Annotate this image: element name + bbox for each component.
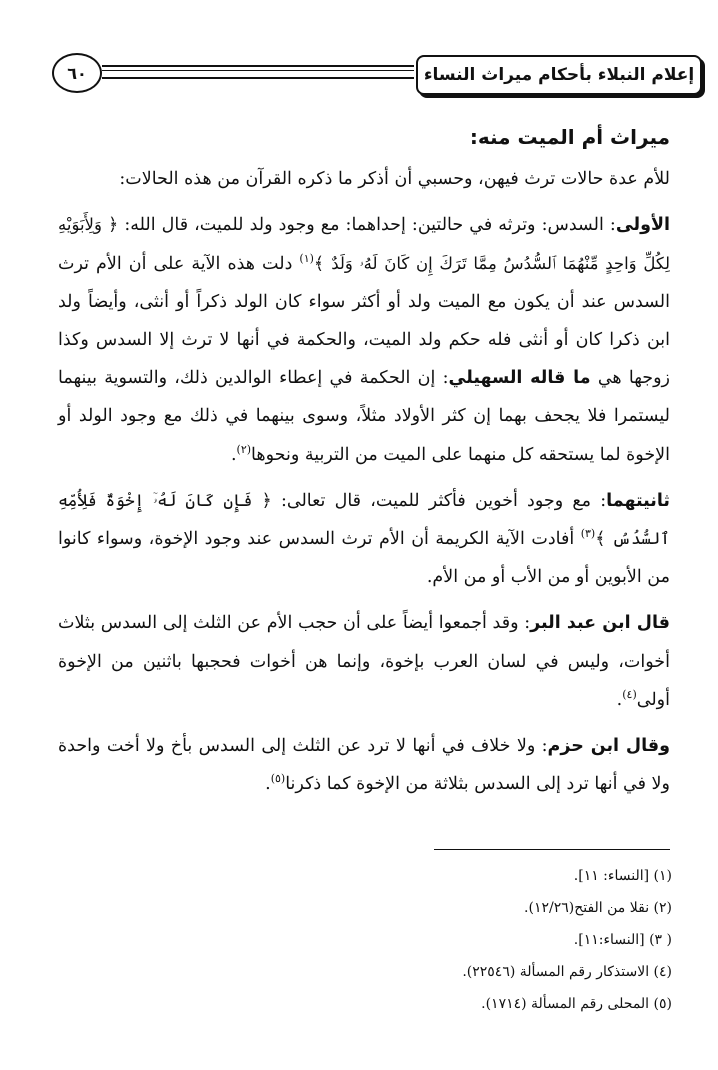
main-text [58, 118, 670, 803]
quote-close: ﴾ [313, 253, 332, 274]
intro-paragraph: للأم عدة حالات ترث فيهن، وحسبي أن أذكر ما ذكره القرآن من هذه الحالات: [119, 169, 670, 190]
spacer [58, 719, 670, 727]
spacer [58, 474, 670, 482]
header-rule-middle [102, 70, 414, 71]
quote-close: ﴾ [595, 529, 612, 550]
second-case-explanation: أفادت الآية الكريمة أن الأم ترث السدس عند وجود الإخوة، وسواء كانوا من الأبوين أو من الأب أو من الأم. [58, 529, 670, 588]
spacer [58, 198, 670, 206]
sentence-end: . [230, 444, 237, 465]
first-case-label: الأولى [615, 215, 670, 236]
ibn-abd-al-barr-text: : وقد أجمعوا أيضاً على أن حجب الأم عن الثلث إلى السدس بثلاث أخوات، وليس في لسان العرب بإخوة، وإنما هن أخوات فحجبها باثنين من الإخوة أولى [58, 613, 670, 710]
footnotes [300, 860, 672, 1020]
ibn-hazm-label: وقال ابن حزم [547, 736, 670, 757]
footnote-ref: (٤) [622, 688, 637, 702]
first-case-explanation: دلت هذه الآية على أن الأم ترث السدس عند أن يكون مع الميت ولد أو أكثر سواء كان الولد ذكراً أو أنثى، وأيضاً ولد ابن ذكرا كان أو أنثى فله حكم ولد الميت، والحكمة في أنها لا ترث إلا السدس وكذا زوجها هي [58, 253, 670, 389]
footnote-ref: (٢) [236, 442, 252, 456]
footnote-ref: (٥) [270, 772, 286, 786]
ibn-abd-al-barr-label: قال ابن عبد البر [530, 613, 670, 634]
sentence-end: . [616, 689, 623, 710]
paragraph-second-case [58, 482, 670, 597]
footnote: (٥) المحلى رقم المسألة (١٧١٤). [481, 996, 672, 1012]
quran-quote: فَإِن كَانَ لَهُۥٓ إِخْوَةٌ فَلِأُمِّهِ ٱلسُّدُسُ [58, 490, 670, 549]
header-rule [102, 65, 414, 79]
footnote: (١) [النساء: ١١]. [573, 868, 672, 884]
paragraph-ibn-hazm [58, 727, 670, 803]
footnote: (٢) نقلا من الفتح(١٢/٢٦). [524, 900, 672, 916]
section-title: ميراث أم الميت منه: [469, 125, 670, 149]
ibn-hazm-text: : ولا خلاف في أنها لا ترد عن الثلث إلى السدس بأخ ولا أخت واحدة ولا في أنها ترد إلى السدس بثلاثة من الإخوة كما ذكرنا [58, 736, 670, 795]
spacer [58, 596, 670, 604]
running-title: إعلام النبلاء بأحكام ميراث النساء [416, 55, 702, 95]
page-number: ٦٠ [52, 53, 102, 93]
footnote-ref: (١) [299, 251, 314, 265]
paragraph-first-case [58, 206, 670, 473]
second-case-label: ثانيتهما [606, 490, 670, 511]
footnote: ( ٣) [النساء:١١]. [573, 932, 672, 948]
first-case-text: : السدس: وترثه في حالتين: إحداهما: مع وجود ولد للميت، قال الله: ﴿ [101, 215, 616, 236]
footnote-separator [434, 849, 670, 850]
second-case-text: : مع وجود أخوين فأكثر للميت، قال تعالى: ﴿ [252, 490, 607, 511]
quran-quote: وَلِأَبَوَيْهِ لِكُلِّ وَاحِدٍ مِّنْهُمَا ٱلسُّدُسُ مِمَّا تَرَكَ إِن كَانَ لَهُۥ وَلَدٌ [58, 215, 670, 273]
footnote: (٤) الاستذكار رقم المسألة (٢٢٥٤٦). [462, 964, 672, 980]
suhaili-text: : إن الحكمة في إعطاء الوالدين ذلك، والتسوية بينهما ليستمرا فلا يجحف بهما إن كثر الأولاد مثلاً، وسوى بينهما في ذلك مع وجود الولد أو الإخوة لما يستحقه كل منهما على الميت من التربية ونحوها [58, 368, 670, 465]
footnote-ref: (٣) [580, 527, 596, 541]
sentence-end: . [265, 774, 271, 795]
suhaili-citation: ما قاله السهيلي [448, 368, 591, 389]
paragraph-ibn-abd-al-barr [58, 604, 670, 719]
page-header [52, 55, 702, 99]
